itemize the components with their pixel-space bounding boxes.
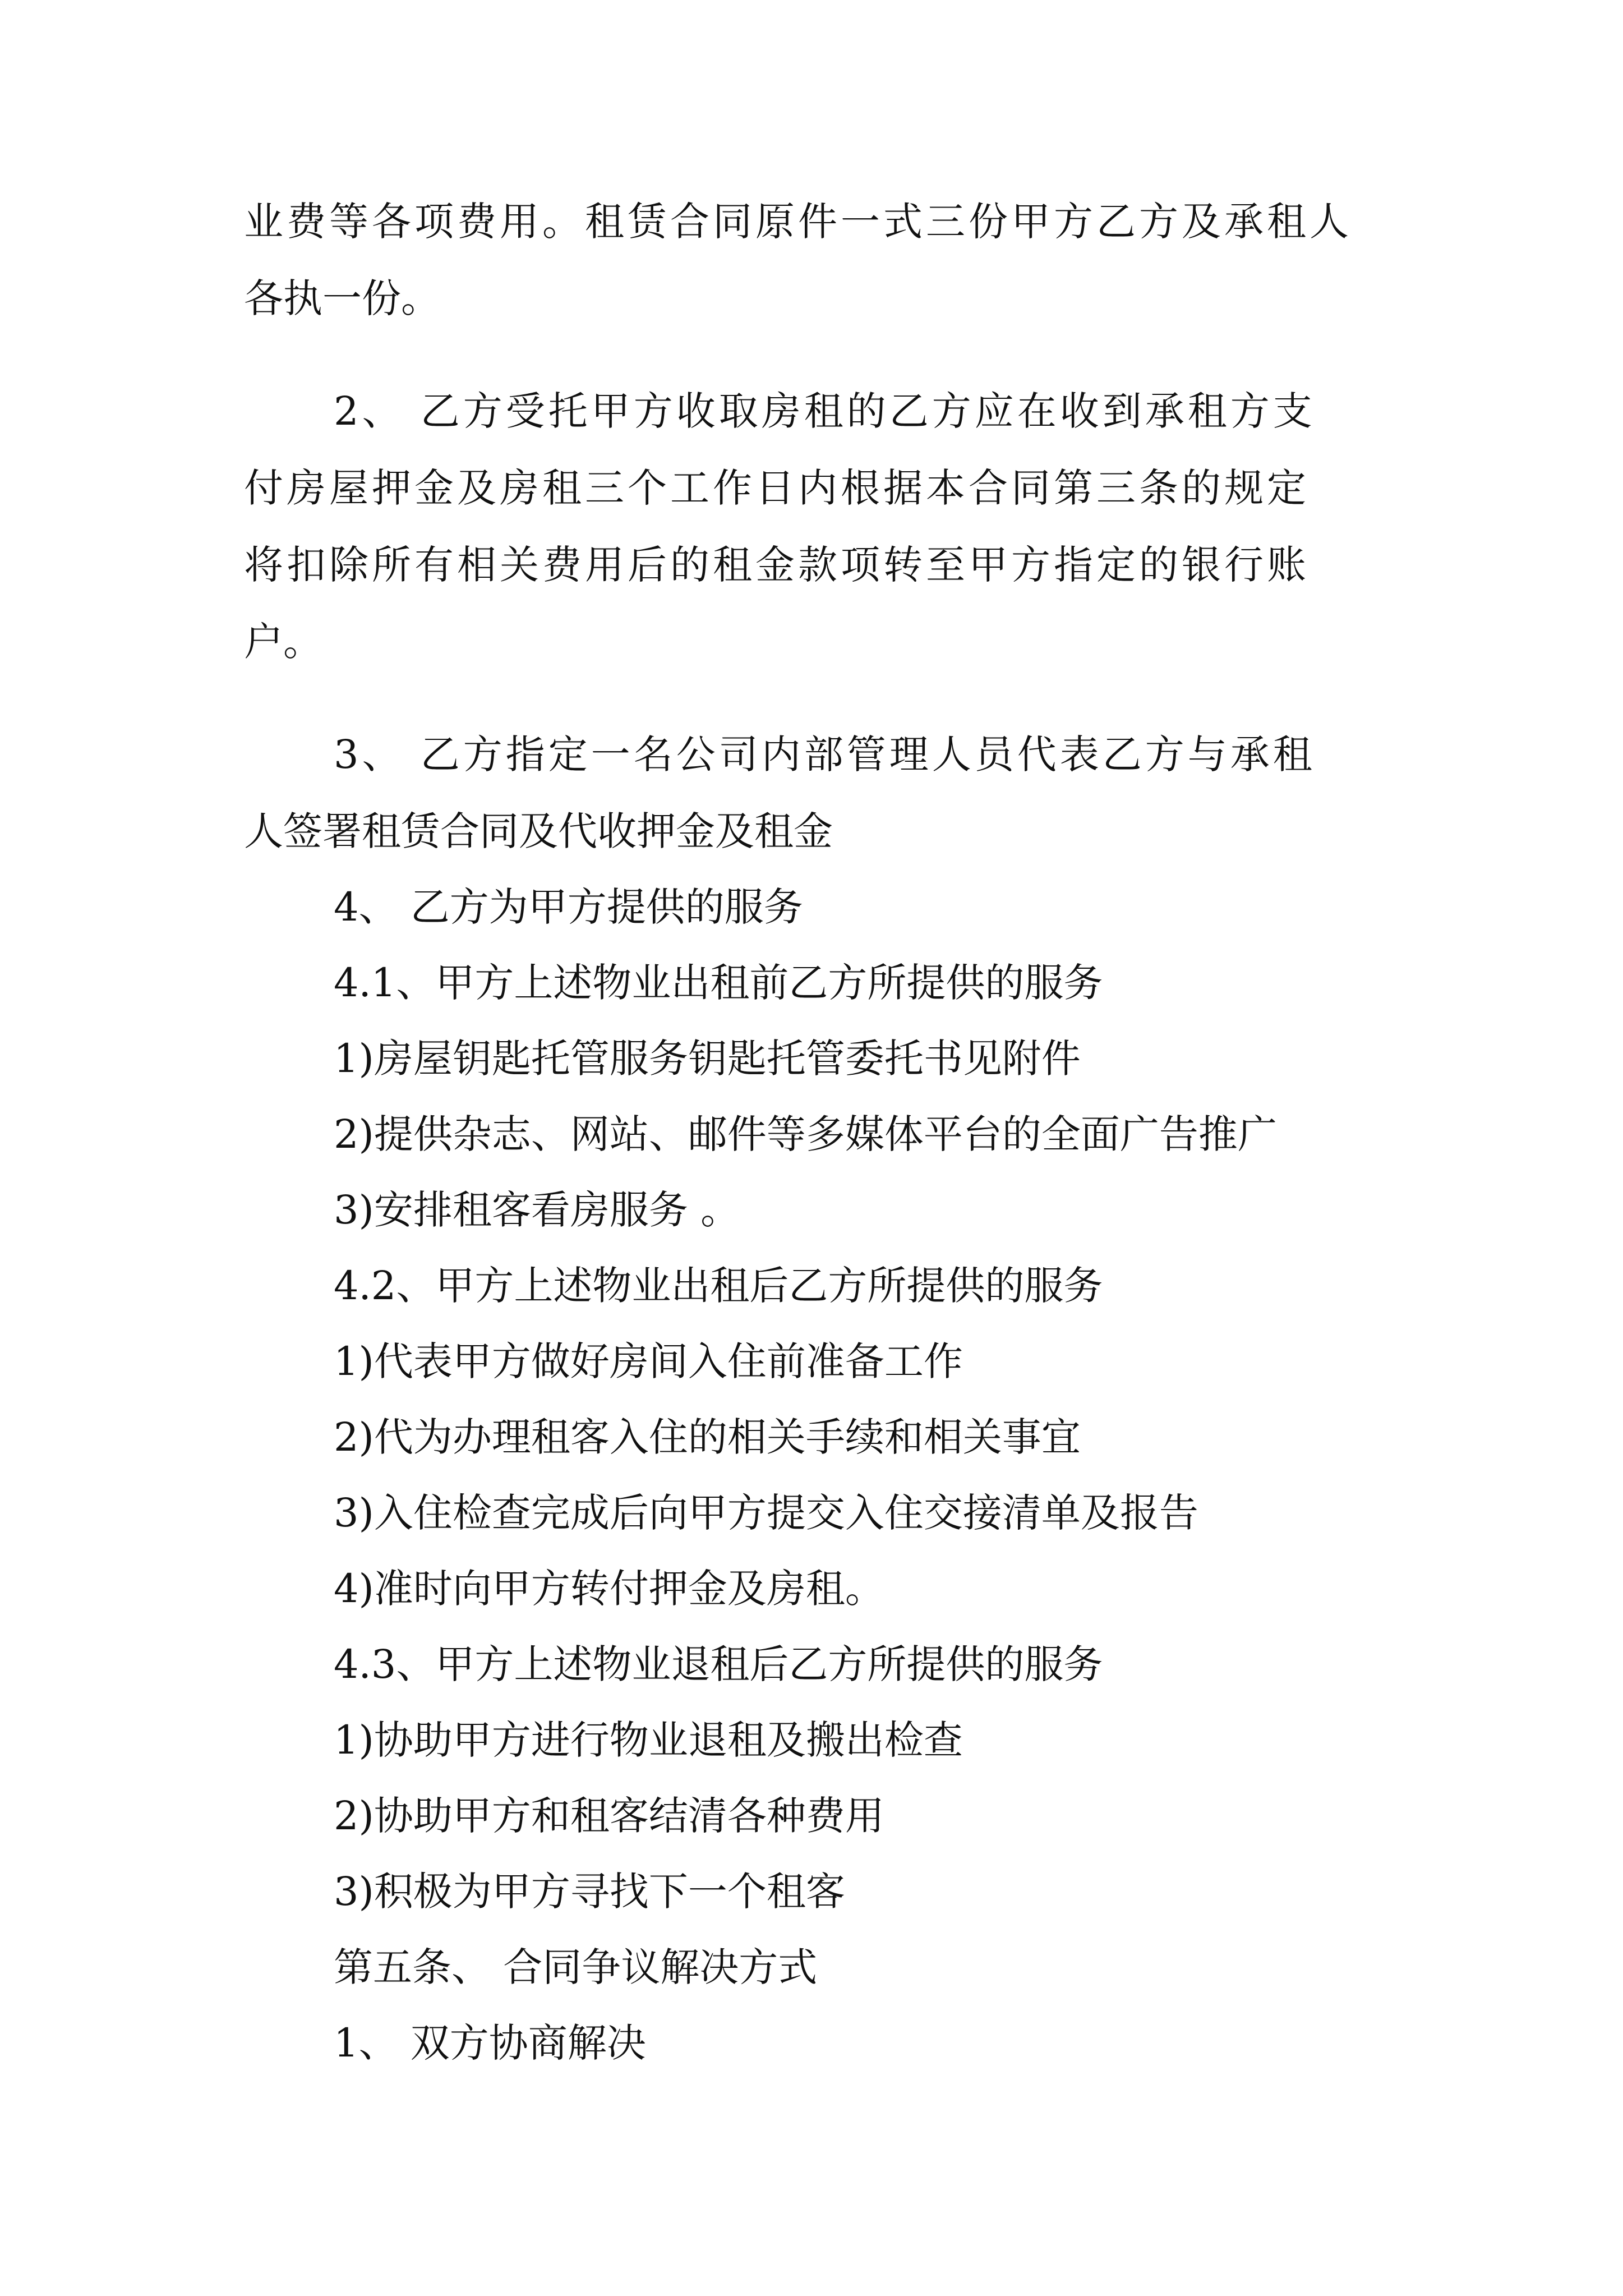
text-line: 4.3、甲方上述物业退租后乙方所提供的服务 [334,1641,1103,1687]
text-line: 3)安排租客看房服务 。 [334,1187,740,1233]
text-line: 2)提供杂志、网站、邮件等多媒体平台的全面广告推广 [334,1111,1277,1157]
text-line: 人签署租赁合同及代收押金及租金 [244,808,833,854]
text-line: 4.2、甲方上述物业出租后乙方所提供的服务 [334,1263,1103,1309]
text-line: 付房屋押金及房租三个工作日内根据本合同第三条的规定 [244,465,1310,511]
text-line: 第五条、 合同争议解决方式 [334,1944,818,1990]
text-line: 户。 [244,619,322,665]
text-line: 1、 双方协商解决 [334,2020,646,2066]
text-line: 将扣除所有相关费用后的租金款项转至甲方指定的银行账 [244,542,1310,588]
text-line: 3、 乙方指定一名公司内部管理人员代表乙方与承租 [334,731,1316,777]
text-line: 3)积极为甲方寻找下一个租客 [334,1869,845,1915]
text-line: 4、 乙方为甲方提供的服务 [334,884,803,930]
text-line: 1)协助甲方进行物业退租及搬出检查 [334,1717,963,1763]
text-line: 4.1、甲方上述物业出租前乙方所提供的服务 [334,960,1103,1006]
text-line: 4)准时向甲方转付押金及房租。 [334,1566,884,1612]
text-line: 2、 乙方受托甲方收取房租的乙方应在收到承租方支 [334,388,1316,434]
text-line: 2)代为办理租客入住的相关手续和相关事宜 [334,1414,1081,1460]
text-line: 1)房屋钥匙托管服务钥匙托管委托书见附件 [334,1036,1081,1082]
text-line: 业费等各项费用。租赁合同原件一式三份甲方乙方及承租人 [244,199,1352,245]
text-line: 2)协助甲方和租客结清各种费用 [334,1793,884,1839]
text-line: 1)代表甲方做好房间入住前准备工作 [334,1338,963,1384]
text-line: 3)入住检查完成后向甲方提交入住交接清单及报告 [334,1490,1198,1536]
text-line: 各执一份。 [244,275,440,321]
